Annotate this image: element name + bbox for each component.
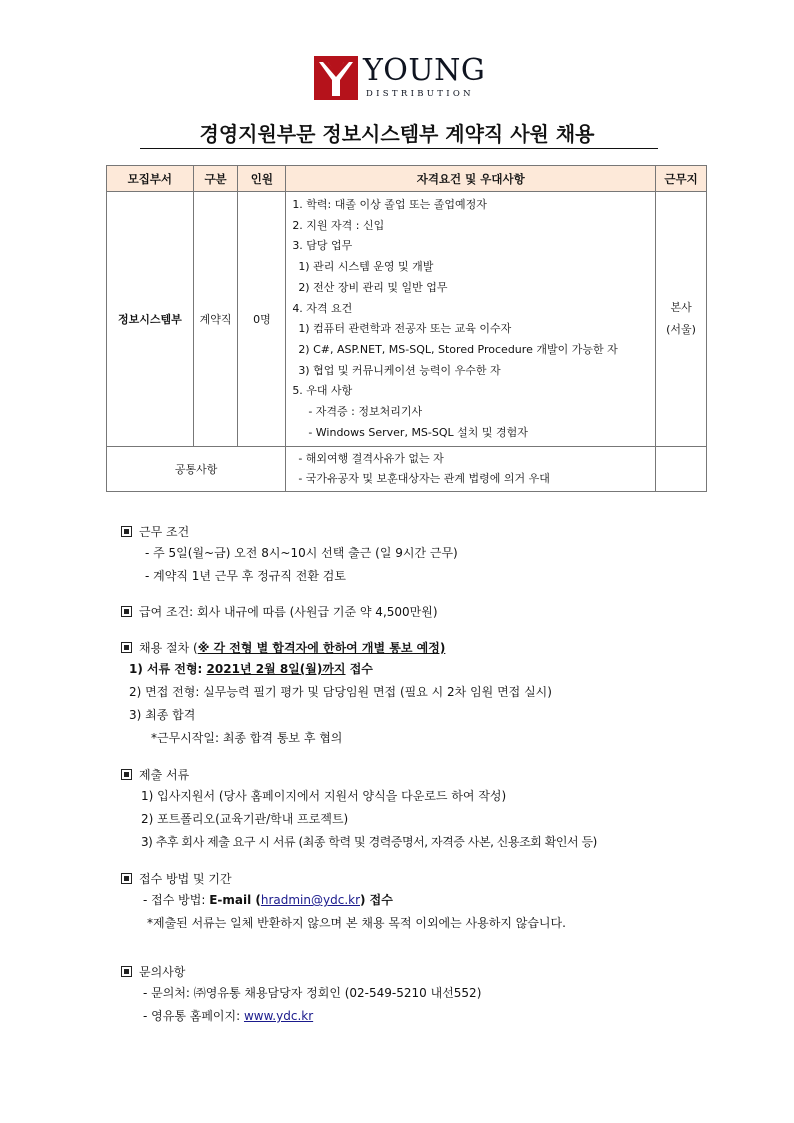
table-row [107,447,707,492]
requirement-item: 1) 관리 시스템 운영 및 개발 [298,260,434,274]
logo-mark-icon [314,56,358,100]
homepage-link[interactable]: www.ydc.kr [243,1009,314,1023]
section-heading: 근무 조건 [121,522,458,542]
deadline: 2021년 2월 8일(월)까지 [206,662,346,676]
header-requirements: 자격요건 및 우대사항 [286,166,656,192]
apply-method: - 접수 방법: E-mail (hradmin@ydc.kr) 접수 [143,893,393,907]
table-row [107,192,707,447]
table-header-row [107,166,707,192]
square-bullet-icon [121,606,132,617]
header-location: 근무지 [656,166,707,192]
requirement-item: 2) 전산 장비 관리 및 일반 업무 [298,280,448,294]
docs-line: 1) 입사지원서 (당사 홈페이지에서 지원서 양식을 다운로드 하여 작성) [141,789,507,803]
title-underline [140,148,658,149]
process-step-3: 3) 최종 합격 [129,708,196,722]
common-item: - 해외여행 결격사유가 없는 자 [298,452,444,466]
company-logo [314,53,504,102]
email-link[interactable]: hradmin@ydc.kr [260,893,361,907]
square-bullet-icon [121,642,132,653]
common-item: - 국가유공자 및 보훈대상자는 관계 법령에 의거 우대 [298,472,550,486]
process-step-2: 2) 면접 전형: 실무능력 필기 평가 및 담당임원 면접 (필요 시 2차 임원 면접 실시) [129,685,552,699]
work-line: - 주 5일(월~금) 오전 8시~10시 선택 출근 (일 9시간 근무) [145,546,458,560]
process-note: ※ 각 전형 별 합격자에 한하여 개별 통보 예정) [197,641,446,655]
apply-note: *제출된 서류는 일체 반환하지 않으며 본 채용 목적 이외에는 사용하지 않습니다. [147,916,566,930]
requirement-item: 1. 학력: 대졸 이상 졸업 또는 졸업예정자 [292,198,487,211]
requirement-item: 3) 협업 및 커뮤니케이션 능력이 우수한 자 [298,363,501,377]
header-type: 구분 [193,166,238,192]
location-sub: (서울) [666,323,696,337]
square-bullet-icon [121,966,132,977]
contact-homepage: - 영유통 홈페이지: www.ydc.kr [143,1009,314,1023]
process-step-1: 1) 서류 전형: 2021년 2월 8일(월)까지 접수 [129,662,373,676]
type-cell: 계약직 [193,192,238,447]
requirement-item: - Windows Server, MS-SQL 설치 및 경험자 [308,425,528,439]
section-docs [121,765,597,854]
contact-line: - 문의처: ㈜영유통 채용담당자 정회인 (02-549-5210 내선552) [143,986,482,1000]
square-bullet-icon [121,769,132,780]
docs-line: 2) 포트폴리오(교육기관/학내 프로젝트) [141,812,349,826]
requirement-item: 4. 자격 요건 [292,301,353,315]
section-heading: 접수 방법 및 기간 [121,869,566,889]
section-apply [121,869,566,935]
section-salary [121,602,438,622]
requirement-item: 3. 담당 업무 [292,239,353,253]
requirement-item: 2. 지원 자격 : 신입 [292,218,385,232]
section-contact [121,962,481,1028]
square-bullet-icon [121,526,132,537]
requirement-item: - 자격증 : 정보처리기사 [308,405,423,419]
square-bullet-icon [121,873,132,884]
docs-line: 3) 추후 회사 제출 요구 시 서류 (최종 학력 및 경력증명서, 자격증 사본, 신용조회 확인서 등) [141,835,597,849]
count-cell: 0명 [238,192,286,447]
common-items-cell [286,447,656,492]
logo-subtitle: DISTRIBUTION [366,89,474,99]
process-start-note: *근무시작일: 최종 합격 통보 후 협의 [151,731,343,745]
page-title: 경영지원부문 정보시스템부 계약직 사원 채용 [199,122,595,146]
section-heading: 급여 조건: 회사 내규에 따름 (사원급 기준 약 4,500만원) [121,602,438,622]
header-count: 인원 [238,166,286,192]
section-heading: 채용 절차 (※ 각 전형 별 합격자에 한하여 개별 통보 예정) [121,638,552,658]
empty-cell [656,447,707,492]
requirements-cell [286,192,656,447]
header-dept: 모집부서 [107,166,194,192]
requirement-item: 5. 우대 사항 [292,384,353,398]
section-process [121,638,552,750]
logo-wordmark: YOUNG [363,53,486,88]
location-main: 본사 [670,301,692,315]
common-label-cell: 공통사항 [107,447,286,492]
section-heading: 제출 서류 [121,765,597,785]
dept-cell: 정보시스템부 [107,192,194,447]
location-cell [656,192,707,447]
work-line: - 계약직 1년 근무 후 정규직 전환 검토 [145,569,346,583]
requirement-item: 1) 컴퓨터 관련학과 전공자 또는 교육 이수자 [298,322,512,336]
section-heading: 문의사항 [121,962,481,982]
section-work [121,522,458,588]
recruitment-table [106,165,707,492]
requirement-item: 2) C#, ASP.NET, MS-SQL, Stored Procedure 개발이 가능한 자 [298,342,618,356]
